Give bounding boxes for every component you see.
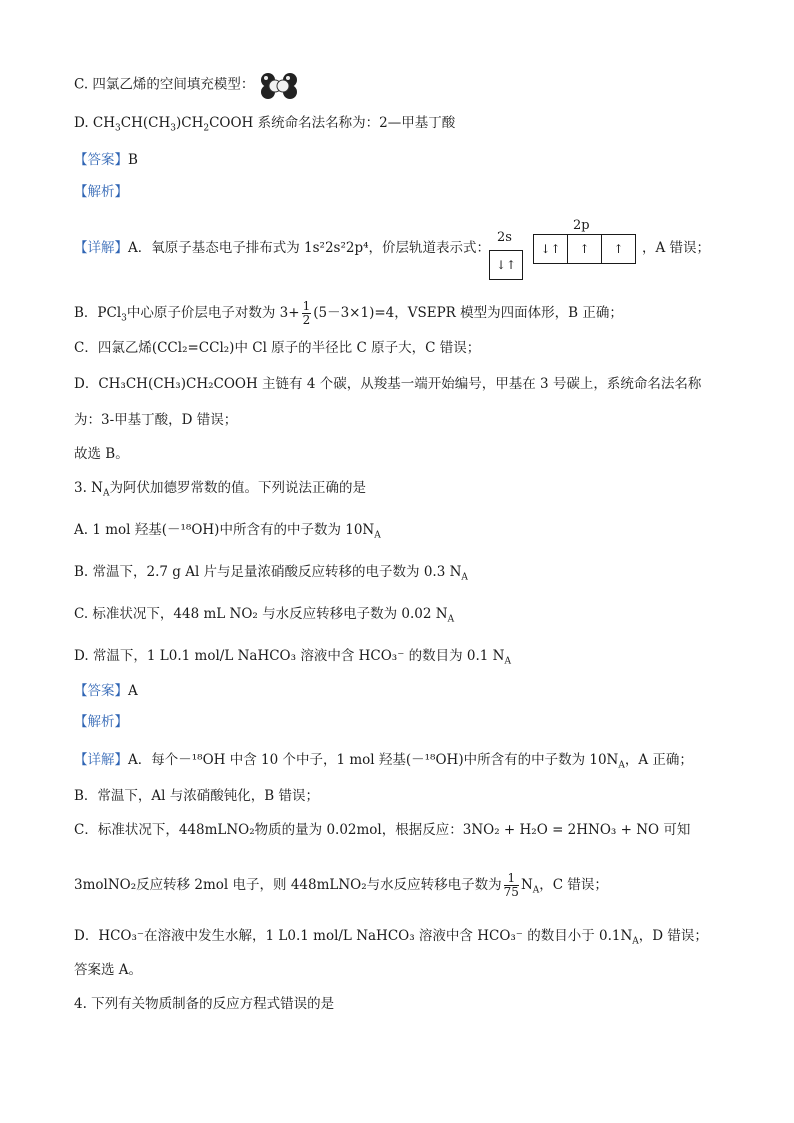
q2-detail-b: B．PCl$_3$中心原子价层电子对数为 3+ $\frac{1}{2}$ (5－3×1)=4，VSEPR 模型为四面体形，B 正确； [74, 299, 623, 327]
q3-stem: 3. $N_A$为阿伏加德罗常数的值。下列说法正确的是 [74, 480, 366, 499]
q2-detail-a: 【详解】A．氧原子基态电子排布式为 1s²2s²2p⁴，价层轨道表示式： [74, 240, 491, 256]
q3-option-d: D. 常温下，1 L0.1 mol/L NaHCO₃ 溶液中含 HCO₃⁻ 的数目为 0.1 $N_A$ [74, 648, 511, 667]
q2-option-d: D. $CH_3CH(CH_3)CH_2COOH$ 系统命名法名称为：2—甲基丁酸 [74, 115, 456, 134]
q2-analysis-label: 【解析】 [74, 184, 128, 200]
q3-option-a: A. 1 mol 羟基(－¹⁸OH)中所含有的中子数为 $10N_A$ [74, 522, 381, 541]
q2-detail-d-1: D．CH₃CH(CH₃)CH₂COOH 主链有 4 个碳，从羧基一端开始编号，甲基在 3 号碳上，系统命名法名称 [74, 376, 702, 392]
q4-stem: 4. 下列有关物质制备的反应方程式错误的是 [74, 996, 335, 1012]
q3-answer: 【答案】A [74, 683, 138, 699]
q3-conclusion: 答案选 A。 [74, 962, 143, 978]
orbital-boxes-2p [533, 234, 636, 264]
q2-detail-a-tail: ，A 错误； [642, 240, 711, 256]
q3-option-c: C. 标准状况下，448 mL NO₂ 与水反应转移电子数为 0.02 $N_A$ [74, 606, 455, 625]
fraction: $\frac{1}{75}$ [503, 871, 519, 899]
orbital-box-2p-3: ↑ [601, 235, 635, 263]
q3-detail-d: D．HCO₃⁻在溶液中发生水解，1 L0.1 mol/L NaHCO₃ 溶液中含 HCO₃⁻ 的数目小于 $0.1N_A$，D 错误； [74, 928, 708, 947]
orbital-box-2s: ↓↑ [489, 250, 523, 280]
q2-detail-d-2: 为：3-甲基丁酸，D 错误； [74, 412, 238, 428]
orbital-box-2p-1: ↓↑ [540, 242, 561, 256]
q3-option-b: B. 常温下，2.7 g Al 片与足量浓硝酸反应转移的电子数为 0.3 $N_A$ [74, 564, 468, 583]
q2-conclusion: 故选 B。 [74, 446, 129, 462]
q3-detail-c-2: 3molNO₂反应转移 2mol 电子，则 448mLNO₂与水反应转移电子数为 $\frac{1}{75}$ $N_A$，C 错误； [74, 871, 608, 899]
fraction: $\frac{1}{2}$ [302, 299, 311, 327]
option-text: C. 四氯乙烯的空间填充模型： [74, 76, 255, 93]
orbital-label-2p: 2p [573, 218, 590, 233]
q3-analysis-label: 【解析】 [74, 714, 128, 730]
q2-option-c [74, 70, 299, 100]
q2-detail-c: C．四氯乙烯(CCl₂=CCl₂)中 Cl 原子的半径比 C 原子大，C 错误； [74, 340, 481, 356]
q2-answer: 【答案】B [74, 152, 138, 168]
orbital-box-2p-2: ↑ [567, 235, 601, 263]
q3-detail-c-1: C．标准状况下，448mLNO₂物质的量为 0.02mol，根据反应：3NO₂ + H₂O = 2HNO₃ + NO 可知 [74, 822, 691, 838]
q3-detail-a: 【详解】A．每个－¹⁸OH 中含 10 个中子，1 mol 羟基(－¹⁸OH)中所含有的中子数为 $10N_A$，A 正确； [74, 752, 693, 771]
orbital-label-2s: 2s [497, 230, 512, 245]
space-filling-model-image [259, 70, 299, 100]
q3-detail-b: B．常温下，Al 与浓硝酸钝化，B 错误； [74, 788, 319, 804]
orbital-diagram [489, 218, 639, 280]
